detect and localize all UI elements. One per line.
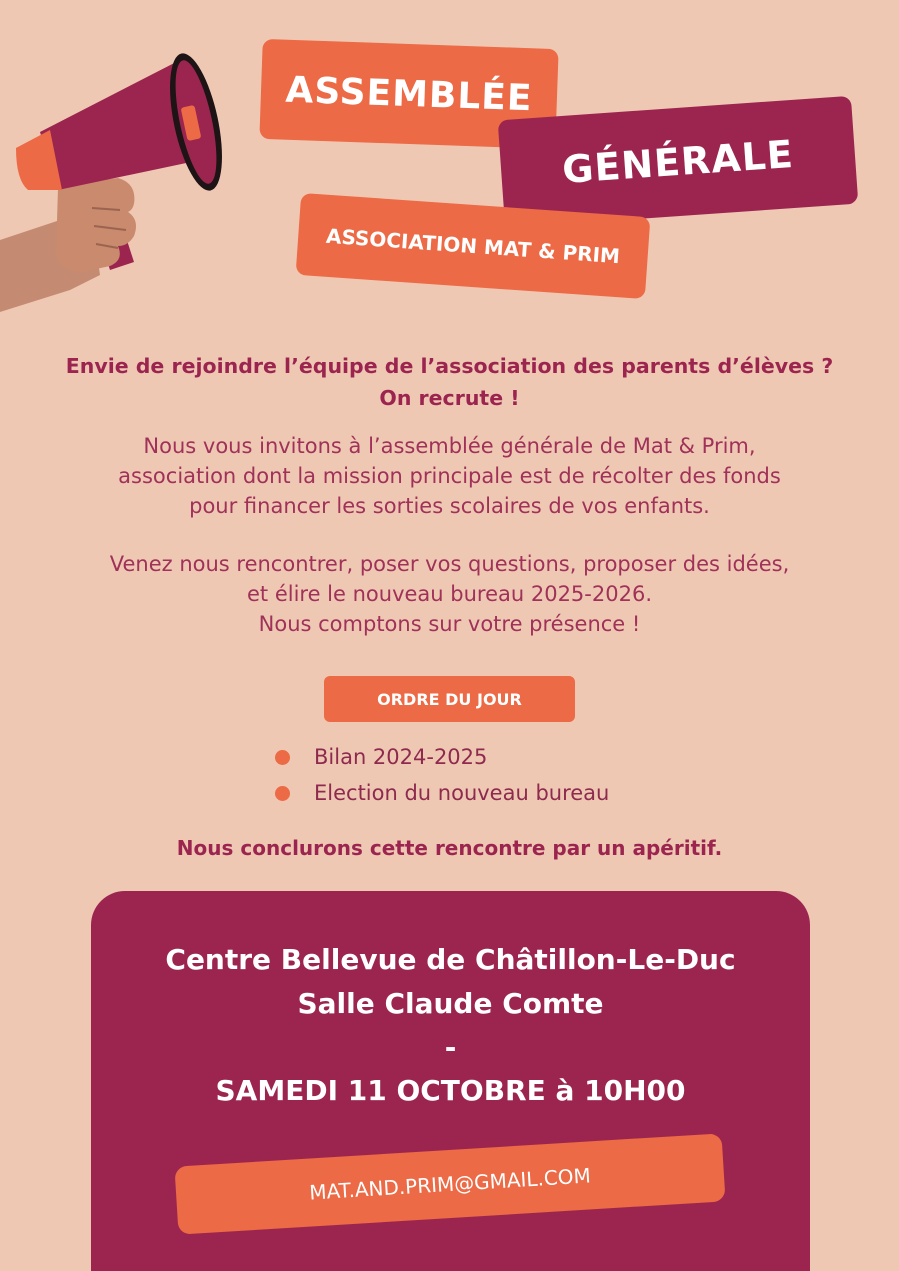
venue-room: Salle Claude Comte (297, 987, 604, 1020)
bullet-icon (275, 786, 290, 801)
venue-place: Centre Bellevue de Châtillon-Le-Duc (165, 943, 736, 976)
agenda-list-item (275, 745, 487, 769)
intro-headline-line: On recrute ! (379, 386, 520, 410)
intro-headline (0, 350, 899, 414)
title-tag-generale: GÉNÉRALE (498, 96, 859, 228)
agenda-heading-badge: ORDRE DU JOUR (324, 676, 575, 722)
paragraph-line: association dont la mission principale est de récolter des fonds (118, 464, 781, 488)
venue-separator: - (444, 1031, 457, 1064)
paragraph-line: Nous comptons sur votre présence ! (258, 612, 641, 636)
invitation-paragraph (0, 431, 899, 521)
paragraph-line: Venez nous rencontrer, poser vos questions, proposer des idées, (109, 552, 790, 576)
call-to-action-paragraph (0, 549, 899, 639)
event-date: SAMEDI 11 OCTOBRE à 10H00 (215, 1074, 686, 1107)
paragraph-line: Nous vous invitons à l’assemblée générale de Mat & Prim, (143, 434, 756, 458)
agenda-list-item (275, 781, 609, 805)
paragraph-line: pour financer les sorties scolaires de vos enfants. (189, 494, 710, 518)
intro-headline-line: Envie de rejoindre l’équipe de l’association des parents d’élèves ? (65, 354, 834, 378)
association-name-tag: ASSOCIATION MAT & PRIM (296, 193, 651, 299)
closing-note: Nous conclurons cette rencontre par un apéritif. (176, 836, 723, 860)
agenda-item-label: Election du nouveau bureau (314, 781, 610, 805)
contact-email[interactable]: MAT.AND.PRIM@GMAIL.COM (174, 1133, 725, 1234)
megaphone-icon (0, 40, 240, 320)
agenda-item-label: Bilan 2024-2025 (314, 745, 488, 769)
bullet-icon (275, 750, 290, 765)
paragraph-line: et élire le nouveau bureau 2025-2026. (246, 582, 652, 606)
title-tag-assemblee: ASSEMBLÉE (259, 39, 558, 149)
